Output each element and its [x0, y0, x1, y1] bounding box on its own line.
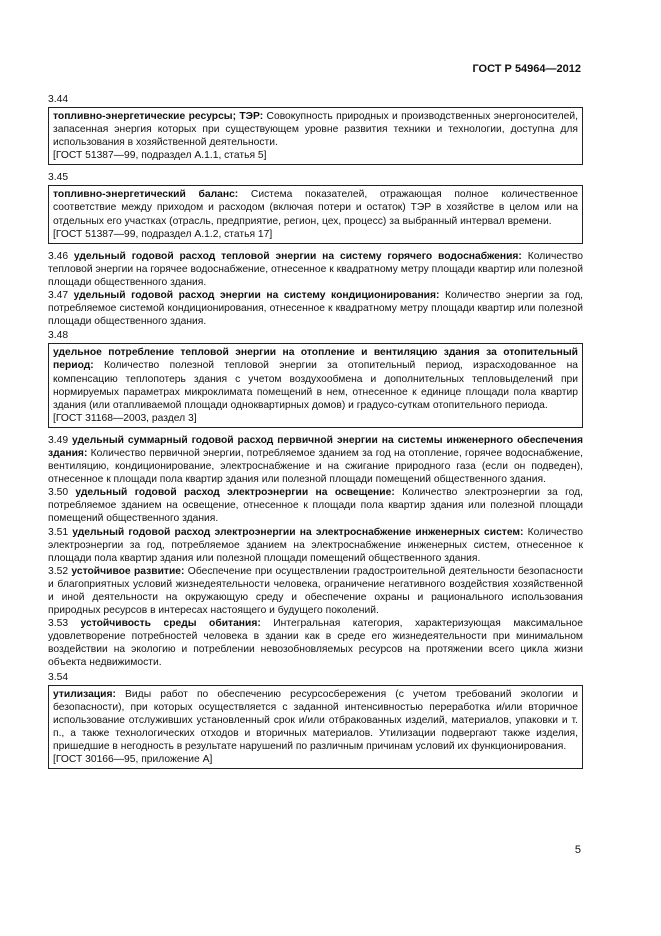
definition: Обеспечение при осуществлении градостроительной деятельности безопасности и благоприятных условий жизнедеятельности человека, ограничение негативного воздействия хозяйственной и иной деятельности на окружающую среду и обеспечение охраны и рационального использования природных ресурсов в интересах настоящего и будущего поколений. — [48, 565, 583, 617]
term: топливно-энергетический баланс: — [53, 189, 239, 201]
term: топливно-энергетические ресурсы; ТЭР: — [53, 111, 264, 122]
definition: Совокупность природных и производственных энергоносителей, запасенная энергия которых при существующем уровне развития техники и технологии, доступна для использования в хозяйственной деятельности. — [53, 111, 579, 149]
entry-number: 3.52 — [48, 565, 69, 577]
term-entry — [48, 289, 583, 328]
source-reference: [ГОСТ 51387—99, подраздел А.1.1, статья 5] — [53, 150, 267, 162]
source-reference: [ГОСТ 31168—2003, раздел 3] — [53, 412, 197, 424]
term-box — [48, 185, 583, 243]
definition: Количество электроэнергии за год, потребляемое зданием на освещение, отнесенное к площади пола квартир здания или полезной площади помещений общественного здания. — [48, 487, 583, 525]
entry-number: 3.54 — [48, 671, 69, 683]
term: удельный годовой расход тепловой энергии на систему горячего водоснабжения: — [73, 250, 522, 262]
term-entry — [48, 486, 583, 525]
definition: Интегральная категория, характеризующая максимальное удовлетворение потребностей человека в здании как в среде его жизнедеятельности при минимальном воздействии на экологию и потреблении невозобновляемых ресурсов на протяжении всего цикла жизни объекта недвижимости. — [48, 618, 583, 669]
entry-number: 3.49 — [48, 434, 69, 446]
term-entry — [48, 250, 583, 289]
term: удельный годовой расход электроэнергии на освещение: — [75, 487, 395, 499]
source-reference: [ГОСТ 51387—99, подраздел А.1.2, статья 17] — [53, 228, 273, 240]
term-box — [48, 107, 583, 165]
entry-number: 3.47 — [48, 290, 69, 302]
term: устойчивое развитие: — [71, 565, 185, 577]
term: утилизация: — [53, 688, 116, 700]
term: устойчивость среды обитания: — [80, 618, 261, 630]
term-box — [48, 685, 583, 770]
entry-number: 3.51 — [48, 526, 69, 538]
definition: Количество электроэнергии за год, потребляемое зданием на электроснабжение инженерных систем, отнесенное к площади пола квартир здания или полезной площади помещений общественного здания. — [48, 526, 583, 564]
term: удельное потребление тепловой энергии на отопление и вентиляцию здания за отопительный период: — [53, 347, 578, 372]
document-code: ГОСТ Р 54964—2012 — [472, 63, 581, 75]
term: удельный годовой расход энергии на систему кондиционирования: — [73, 290, 440, 302]
definition: Количество первичной энергии, потребляемое зданием за год на отопление, горячее водоснабжение, вентиляцию, кондиционирование, электроснабжение и на сжигание природного газа (если он подведен), отнесенное к площади пола квартир здания или полезной площади помещений общественного здания. — [48, 447, 583, 486]
definition: Количество тепловой энергии на горячее водоснабжение, отнесенное к квадратному метру площади квартир или полезной площади общественного здания. — [48, 250, 584, 288]
definition: Виды работ по обеспечению ресурсосбережения (с учетом требований экологии и безопасности), при которых осуществляется с заданной интенсивностью переработка и/или вторичное использование отслуживших установленный срок и/или отбракованных изделий, материалов, упаковки и т. п., а также технологических отходов и вторичных материалов. Утилизации подвергают также изделия, пришедшие в негодность в результате нарушений по различным причинам условий их функционирования. — [53, 688, 578, 752]
term-entry — [48, 526, 583, 565]
entry-number: 3.50 — [48, 487, 69, 499]
term-entry — [48, 434, 583, 486]
definition: Количество энергии за год, потребляемое системой кондиционирования, отнесенное к квадратному метру площади квартир или полезной площади общественного здания. — [48, 290, 583, 328]
entry-number: 3.53 — [48, 618, 69, 630]
entry-number: 3.48 — [48, 330, 69, 342]
page-number: 5 — [574, 844, 581, 856]
entry-number: 3.46 — [48, 250, 69, 262]
definition: Система показателей, отражающая полное количественное соответствие между приходом и расходом (включая потери и остаток) ТЭР в хозяйстве в целом или на отдельных его участках (отрасль, предприятие, регион, цех, процесс) за выбранный интервал времени. — [53, 189, 578, 227]
term: удельный суммарный годовой расход первичной энергии на системы инженерного обеспечения здания: — [48, 434, 583, 459]
source-reference: [ГОСТ 30166—95, приложение А] — [53, 754, 213, 766]
term-entry — [48, 565, 583, 617]
document-body — [48, 92, 583, 775]
definition: Количество полезной тепловой энергии за отопительный период, израсходованное на компенсацию теплопотерь здания с учетом воздухообмена и дополнительных тепловыделений при нормируемых параметрах микроклимата помещений в нем, отнесенное к единице площади пола квартир здания (или отапливаемой площади одноквартирных домов) и градусо-суткам отопительного периода. — [53, 360, 578, 411]
term-entry — [48, 617, 583, 669]
entry-number: 3.44 — [48, 94, 69, 105]
entry-number: 3.45 — [48, 172, 69, 184]
term: удельный годовой расход электроэнергии на электроснабжение инженерных систем: — [72, 526, 524, 538]
term-box — [48, 343, 583, 428]
